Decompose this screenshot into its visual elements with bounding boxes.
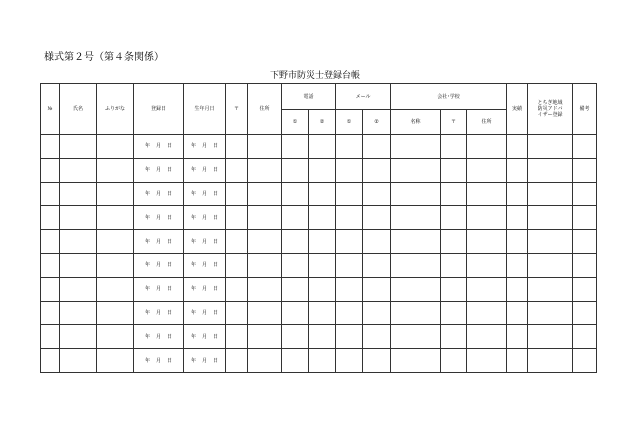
- cell-no[interactable]: [41, 230, 60, 254]
- cell-mail-2[interactable]: [363, 301, 391, 325]
- cell-name[interactable]: [60, 206, 97, 230]
- cell-postal-code[interactable]: [226, 182, 248, 206]
- header-mail-2: ②: [363, 110, 391, 135]
- document-title: 下野市防災士登録台帳: [269, 71, 360, 81]
- cell-address[interactable]: [248, 277, 282, 301]
- cell-remarks[interactable]: [573, 325, 597, 349]
- cell-postal-code[interactable]: [226, 158, 248, 182]
- cell-company-address[interactable]: [467, 277, 507, 301]
- header-company-name: 名称: [391, 110, 441, 135]
- cell-mail-2[interactable]: [363, 182, 391, 206]
- cell-mail-1[interactable]: [336, 206, 363, 230]
- cell-phone-2[interactable]: [309, 182, 336, 206]
- cell-results[interactable]: [507, 277, 528, 301]
- cell-phone-2[interactable]: [309, 135, 336, 159]
- cell-company-postal[interactable]: [441, 206, 467, 230]
- cell-furigana[interactable]: [97, 349, 134, 373]
- date-unit-year: 年: [190, 286, 196, 293]
- header-phone-2: ②: [309, 110, 336, 135]
- cell-mail-2[interactable]: [363, 325, 391, 349]
- date-unit-year: 年: [144, 309, 150, 316]
- date-unit-month: 月: [155, 286, 161, 293]
- cell-postal-code[interactable]: [226, 253, 248, 277]
- header-phone-1: ①: [282, 110, 309, 135]
- cell-company-name[interactable]: [391, 206, 441, 230]
- cell-birth-date[interactable]: [184, 301, 226, 325]
- date-unit-year: 年: [144, 286, 150, 293]
- cell-mail-1[interactable]: [336, 301, 363, 325]
- header-company-postal: 〒: [441, 110, 467, 135]
- date-unit-year: 年: [144, 238, 150, 245]
- cell-company-postal[interactable]: [441, 158, 467, 182]
- cell-company-name[interactable]: [391, 277, 441, 301]
- header-furigana: ふりがな: [97, 84, 134, 135]
- cell-name[interactable]: [60, 277, 97, 301]
- date-unit-day: 日: [213, 238, 219, 245]
- date-unit-month: 月: [155, 190, 161, 197]
- date-unit-month: 月: [201, 357, 207, 364]
- date-unit-day: 日: [167, 238, 173, 245]
- cell-remarks[interactable]: [573, 277, 597, 301]
- cell-mail-1[interactable]: [336, 158, 363, 182]
- date-unit-month: 月: [155, 262, 161, 269]
- cell-registration-date[interactable]: [134, 135, 184, 159]
- cell-company-address[interactable]: [467, 206, 507, 230]
- cell-company-name[interactable]: [391, 253, 441, 277]
- cell-name[interactable]: [60, 253, 97, 277]
- cell-advisor-registration[interactable]: [528, 158, 573, 182]
- cell-no[interactable]: [41, 253, 60, 277]
- cell-address[interactable]: [248, 230, 282, 254]
- table-row: [41, 230, 597, 254]
- cell-remarks[interactable]: [573, 158, 597, 182]
- cell-registration-date[interactable]: [134, 182, 184, 206]
- cell-phone-2[interactable]: [309, 230, 336, 254]
- cell-name[interactable]: [60, 158, 97, 182]
- cell-address[interactable]: [248, 182, 282, 206]
- date-unit-day: 日: [167, 143, 173, 150]
- cell-registration-date[interactable]: [134, 158, 184, 182]
- date-unit-day: 日: [213, 309, 219, 316]
- cell-registration-date[interactable]: [134, 230, 184, 254]
- cell-no[interactable]: [41, 206, 60, 230]
- cell-company-name[interactable]: [391, 182, 441, 206]
- cell-furigana[interactable]: [97, 182, 134, 206]
- advisor-line-2: 防災アドバ: [537, 106, 563, 112]
- cell-postal-code[interactable]: [226, 349, 248, 373]
- table-row: [41, 135, 597, 159]
- table-row: [41, 158, 597, 182]
- date-unit-year: 年: [190, 238, 196, 245]
- cell-birth-date[interactable]: [184, 206, 226, 230]
- cell-company-postal[interactable]: [441, 135, 467, 159]
- date-unit-day: 日: [167, 167, 173, 174]
- cell-registration-date[interactable]: [134, 325, 184, 349]
- cell-address[interactable]: [248, 158, 282, 182]
- cell-advisor-registration[interactable]: [528, 230, 573, 254]
- cell-company-address[interactable]: [467, 230, 507, 254]
- header-phone: 電話: [282, 84, 336, 110]
- cell-phone-1[interactable]: [282, 206, 309, 230]
- cell-company-address[interactable]: [467, 253, 507, 277]
- cell-advisor-registration[interactable]: [528, 182, 573, 206]
- date-unit-day: 日: [167, 262, 173, 269]
- cell-results[interactable]: [507, 158, 528, 182]
- cell-birth-date[interactable]: [184, 158, 226, 182]
- header-mail-1: ①: [336, 110, 363, 135]
- cell-advisor-registration[interactable]: [528, 325, 573, 349]
- cell-mail-1[interactable]: [336, 230, 363, 254]
- cell-results[interactable]: [507, 349, 528, 373]
- date-unit-year: 年: [190, 167, 196, 174]
- cell-results[interactable]: [507, 253, 528, 277]
- cell-company-postal[interactable]: [441, 277, 467, 301]
- cell-no[interactable]: [41, 182, 60, 206]
- cell-mail-1[interactable]: [336, 182, 363, 206]
- date-unit-year: 年: [190, 357, 196, 364]
- cell-furigana[interactable]: [97, 230, 134, 254]
- cell-company-name[interactable]: [391, 325, 441, 349]
- advisor-line-3: イザー登録: [537, 112, 563, 118]
- cell-phone-1[interactable]: [282, 135, 309, 159]
- header-name: 氏名: [60, 84, 97, 135]
- cell-remarks[interactable]: [573, 230, 597, 254]
- cell-company-postal[interactable]: [441, 230, 467, 254]
- table-row: [41, 182, 597, 206]
- date-unit-month: 月: [155, 309, 161, 316]
- cell-name[interactable]: [60, 349, 97, 373]
- cell-no[interactable]: [41, 301, 60, 325]
- cell-no[interactable]: [41, 158, 60, 182]
- cell-company-address[interactable]: [467, 325, 507, 349]
- cell-postal-code[interactable]: [226, 325, 248, 349]
- table-row: [41, 325, 597, 349]
- cell-address[interactable]: [248, 325, 282, 349]
- date-unit-year: 年: [190, 333, 196, 340]
- date-unit-year: 年: [144, 262, 150, 269]
- header-no: №: [41, 84, 60, 135]
- advisor-line-1: とちぎ地域: [537, 100, 563, 106]
- cell-birth-date[interactable]: [184, 277, 226, 301]
- cell-name[interactable]: [60, 325, 97, 349]
- cell-birth-date[interactable]: [184, 349, 226, 373]
- cell-furigana[interactable]: [97, 325, 134, 349]
- cell-remarks[interactable]: [573, 349, 597, 373]
- cell-name[interactable]: [60, 135, 97, 159]
- cell-company-address[interactable]: [467, 349, 507, 373]
- date-unit-month: 月: [201, 262, 207, 269]
- date-unit-month: 月: [155, 167, 161, 174]
- date-unit-month: 月: [155, 214, 161, 221]
- date-unit-day: 日: [213, 167, 219, 174]
- cell-company-postal[interactable]: [441, 349, 467, 373]
- cell-no[interactable]: [41, 277, 60, 301]
- cell-phone-2[interactable]: [309, 158, 336, 182]
- cell-advisor-registration[interactable]: [528, 349, 573, 373]
- cell-phone-2[interactable]: [309, 301, 336, 325]
- date-unit-day: 日: [167, 214, 173, 221]
- cell-mail-2[interactable]: [363, 277, 391, 301]
- cell-remarks[interactable]: [573, 206, 597, 230]
- cell-phone-2[interactable]: [309, 325, 336, 349]
- cell-phone-2[interactable]: [309, 206, 336, 230]
- cell-advisor-registration[interactable]: [528, 206, 573, 230]
- date-unit-year: 年: [144, 143, 150, 150]
- cell-results[interactable]: [507, 325, 528, 349]
- registration-table: [40, 83, 597, 373]
- date-unit-month: 月: [155, 333, 161, 340]
- cell-no[interactable]: [41, 135, 60, 159]
- form-number: 様式第２号（第４条関係）: [44, 52, 164, 63]
- date-unit-day: 日: [213, 262, 219, 269]
- date-unit-month: 月: [155, 143, 161, 150]
- cell-company-name[interactable]: [391, 230, 441, 254]
- date-unit-month: 月: [201, 286, 207, 293]
- date-unit-year: 年: [144, 167, 150, 174]
- cell-birth-date[interactable]: [184, 230, 226, 254]
- date-unit-day: 日: [213, 190, 219, 197]
- cell-advisor-registration[interactable]: [528, 301, 573, 325]
- cell-postal-code[interactable]: [226, 135, 248, 159]
- cell-mail-1[interactable]: [336, 349, 363, 373]
- date-unit-year: 年: [144, 333, 150, 340]
- table-row: [41, 349, 597, 373]
- cell-company-name[interactable]: [391, 349, 441, 373]
- cell-address[interactable]: [248, 206, 282, 230]
- cell-phone-1[interactable]: [282, 349, 309, 373]
- date-unit-day: 日: [167, 357, 173, 364]
- cell-postal-code[interactable]: [226, 206, 248, 230]
- cell-furigana[interactable]: [97, 158, 134, 182]
- cell-advisor-registration[interactable]: [528, 253, 573, 277]
- cell-remarks[interactable]: [573, 182, 597, 206]
- cell-remarks[interactable]: [573, 301, 597, 325]
- cell-advisor-registration[interactable]: [528, 135, 573, 159]
- cell-postal-code[interactable]: [226, 230, 248, 254]
- cell-mail-1[interactable]: [336, 325, 363, 349]
- date-unit-year: 年: [190, 262, 196, 269]
- cell-mail-2[interactable]: [363, 230, 391, 254]
- cell-no[interactable]: [41, 325, 60, 349]
- cell-mail-2[interactable]: [363, 158, 391, 182]
- cell-company-name[interactable]: [391, 135, 441, 159]
- cell-birth-date[interactable]: [184, 135, 226, 159]
- date-unit-month: 月: [155, 238, 161, 245]
- cell-company-address[interactable]: [467, 135, 507, 159]
- cell-mail-2[interactable]: [363, 253, 391, 277]
- cell-phone-1[interactable]: [282, 253, 309, 277]
- header-registration-date: 登録日: [134, 84, 184, 135]
- cell-results[interactable]: [507, 301, 528, 325]
- date-unit-month: 月: [201, 214, 207, 221]
- cell-results[interactable]: [507, 230, 528, 254]
- cell-company-postal[interactable]: [441, 182, 467, 206]
- cell-phone-1[interactable]: [282, 325, 309, 349]
- cell-phone-1[interactable]: [282, 230, 309, 254]
- table-row: [41, 253, 597, 277]
- header-results: 実績: [507, 84, 528, 135]
- cell-address[interactable]: [248, 253, 282, 277]
- cell-phone-1[interactable]: [282, 182, 309, 206]
- date-unit-year: 年: [144, 357, 150, 364]
- date-unit-day: 日: [213, 357, 219, 364]
- table-body: [41, 135, 597, 373]
- date-unit-month: 月: [201, 309, 207, 316]
- header-birth-date: 生年月日: [184, 84, 226, 135]
- cell-phone-2[interactable]: [309, 277, 336, 301]
- header-remarks: 備考: [573, 84, 597, 135]
- cell-address[interactable]: [248, 349, 282, 373]
- cell-mail-2[interactable]: [363, 135, 391, 159]
- cell-birth-date[interactable]: [184, 253, 226, 277]
- header-advisor-registration: [528, 84, 573, 135]
- cell-name[interactable]: [60, 301, 97, 325]
- cell-furigana[interactable]: [97, 253, 134, 277]
- date-unit-year: 年: [190, 214, 196, 221]
- date-unit-day: 日: [213, 214, 219, 221]
- header-mail: メール: [336, 84, 391, 110]
- date-unit-year: 年: [190, 143, 196, 150]
- cell-company-name[interactable]: [391, 158, 441, 182]
- cell-postal-code[interactable]: [226, 301, 248, 325]
- cell-registration-date[interactable]: [134, 301, 184, 325]
- date-unit-day: 日: [167, 333, 173, 340]
- cell-mail-2[interactable]: [363, 349, 391, 373]
- date-unit-year: 年: [190, 190, 196, 197]
- date-unit-day: 日: [167, 286, 173, 293]
- cell-results[interactable]: [507, 206, 528, 230]
- table-row: [41, 277, 597, 301]
- date-unit-month: 月: [155, 357, 161, 364]
- date-unit-month: 月: [201, 190, 207, 197]
- cell-birth-date[interactable]: [184, 182, 226, 206]
- cell-name[interactable]: [60, 182, 97, 206]
- date-unit-day: 日: [213, 286, 219, 293]
- cell-remarks[interactable]: [573, 135, 597, 159]
- cell-phone-1[interactable]: [282, 277, 309, 301]
- header-address: 住所: [248, 84, 282, 135]
- date-unit-year: 年: [144, 214, 150, 221]
- table-row: [41, 206, 597, 230]
- cell-company-address[interactable]: [467, 158, 507, 182]
- cell-company-postal[interactable]: [441, 253, 467, 277]
- date-unit-day: 日: [167, 309, 173, 316]
- cell-phone-2[interactable]: [309, 253, 336, 277]
- cell-advisor-registration[interactable]: [528, 277, 573, 301]
- date-unit-day: 日: [213, 143, 219, 150]
- cell-registration-date[interactable]: [134, 349, 184, 373]
- date-unit-month: 月: [201, 143, 207, 150]
- date-unit-month: 月: [201, 167, 207, 174]
- date-unit-month: 月: [201, 333, 207, 340]
- cell-furigana[interactable]: [97, 135, 134, 159]
- cell-company-address[interactable]: [467, 182, 507, 206]
- header-postal-code: 〒: [226, 84, 248, 135]
- cell-mail-1[interactable]: [336, 135, 363, 159]
- cell-name[interactable]: [60, 230, 97, 254]
- table-row: [41, 301, 597, 325]
- cell-no[interactable]: [41, 349, 60, 373]
- header-company-address: 住所: [467, 110, 507, 135]
- cell-mail-1[interactable]: [336, 253, 363, 277]
- cell-mail-2[interactable]: [363, 206, 391, 230]
- cell-results[interactable]: [507, 135, 528, 159]
- cell-address[interactable]: [248, 135, 282, 159]
- cell-company-postal[interactable]: [441, 301, 467, 325]
- cell-results[interactable]: [507, 182, 528, 206]
- cell-furigana[interactable]: [97, 301, 134, 325]
- header-company-school: 会社･学校: [391, 84, 507, 110]
- date-unit-month: 月: [201, 238, 207, 245]
- cell-registration-date[interactable]: [134, 277, 184, 301]
- cell-company-postal[interactable]: [441, 325, 467, 349]
- cell-address[interactable]: [248, 301, 282, 325]
- date-unit-year: 年: [190, 309, 196, 316]
- cell-birth-date[interactable]: [184, 325, 226, 349]
- cell-remarks[interactable]: [573, 253, 597, 277]
- date-unit-day: 日: [167, 190, 173, 197]
- cell-phone-2[interactable]: [309, 349, 336, 373]
- cell-postal-code[interactable]: [226, 277, 248, 301]
- cell-registration-date[interactable]: [134, 253, 184, 277]
- cell-mail-1[interactable]: [336, 277, 363, 301]
- cell-furigana[interactable]: [97, 277, 134, 301]
- cell-phone-1[interactable]: [282, 158, 309, 182]
- date-unit-year: 年: [144, 190, 150, 197]
- cell-registration-date[interactable]: [134, 206, 184, 230]
- date-unit-day: 日: [213, 333, 219, 340]
- cell-furigana[interactable]: [97, 206, 134, 230]
- cell-company-name[interactable]: [391, 301, 441, 325]
- cell-phone-1[interactable]: [282, 301, 309, 325]
- cell-company-address[interactable]: [467, 301, 507, 325]
